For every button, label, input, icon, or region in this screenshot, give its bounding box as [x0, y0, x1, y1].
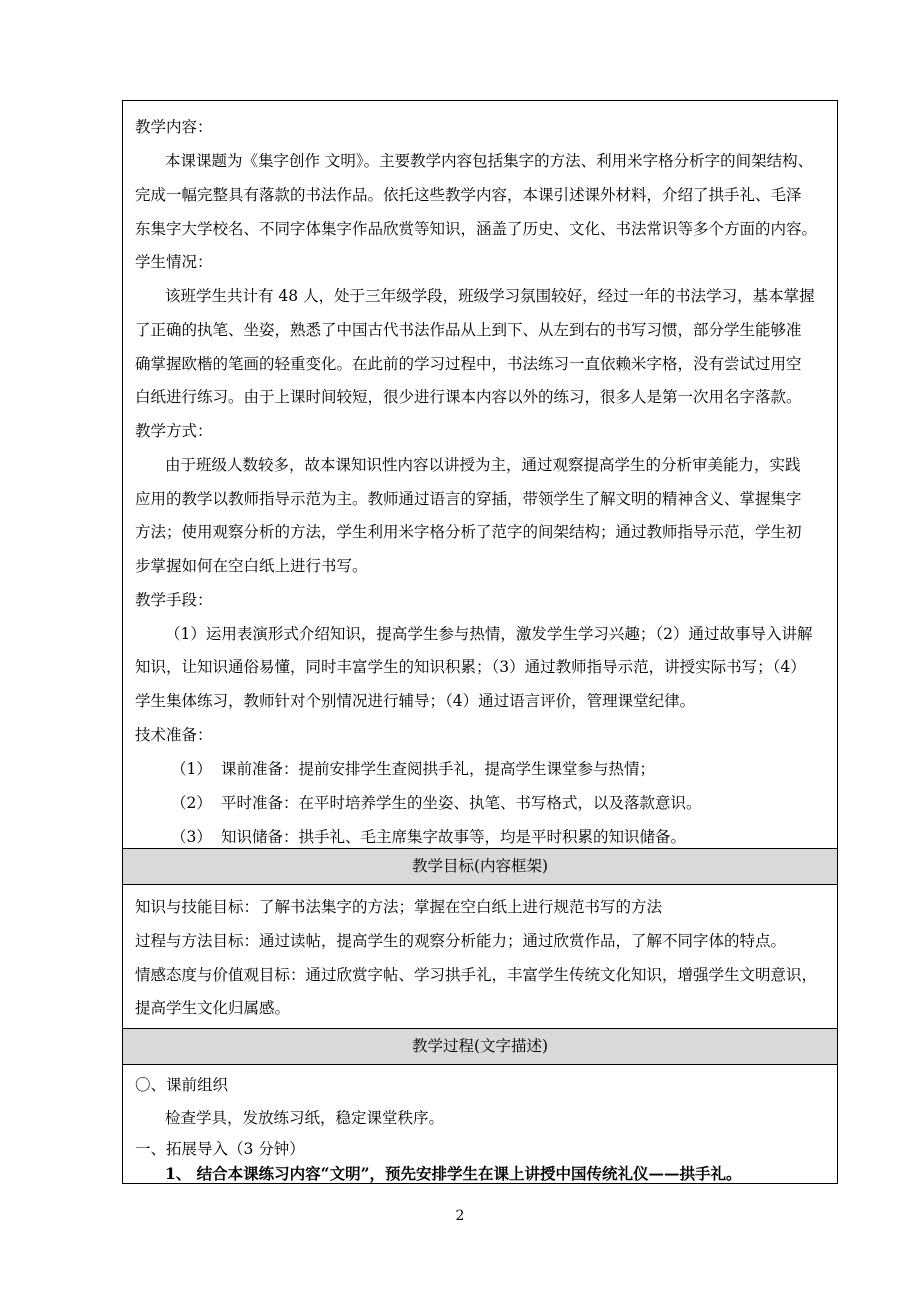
page-number: 2 — [455, 1208, 465, 1224]
process-pre-text: 检查学具，发放练习纸，稳定课堂秩序。 — [165, 1109, 445, 1127]
tech-item-number: （1） — [171, 760, 212, 778]
method-line: 应用的教学以教师指导示范为主。教师通过语言的穿插，带领学生了解文明的精神含义、掌握集字 — [135, 490, 802, 508]
goals-band-title: 教学目标(内容框架) — [123, 848, 837, 885]
section-heading-tech: 技术准备： — [135, 726, 213, 744]
process-intro-item: 1、 结合本课练习内容“文明”，预先安排学生在课上讲授中国传统礼仪——拱手礼。 — [165, 1164, 742, 1183]
document-table — [122, 100, 838, 1184]
means-line: 学生集体练习，教师针对个别情况进行辅导；（4）通过语言评价，管理课堂纪律。 — [135, 692, 696, 710]
content-line: 东集字大学校名、不同字体集字作品欣赏等知识，涵盖了历史、文化、书法常识等多个方面的内容。 — [135, 220, 818, 238]
tech-item-number: （3） — [171, 828, 212, 846]
process-pre-title: 〇、课前组织 — [135, 1076, 229, 1094]
method-line: 由于班级人数较多，故本课知识性内容以讲授为主，通过观察提高学生的分析审美能力，实践 — [165, 456, 801, 474]
goals-line: 情感态度与价值观目标：通过欣赏字帖、学习拱手礼，丰富学生传统文化知识，增强学生文明意识， — [135, 966, 818, 984]
tech-item-number: （2） — [171, 794, 212, 812]
goals-line: 知识与技能目标：了解书法集字的方法；掌握在空白纸上进行规范书写的方法 — [135, 898, 663, 916]
content-line: 本课课题为《集字创作 文明》。主要教学内容包括集字的方法、利用米字格分析字的间架结构、 — [165, 152, 814, 170]
section-heading-means: 教学手段： — [135, 591, 213, 609]
students-line: 白纸进行练习。由于上课时间较短，很少进行课本内容以外的练习，很多人是第一次用名字落款。 — [135, 388, 802, 406]
section-heading-students: 学生情况： — [135, 253, 213, 271]
content-line: 完成一幅完整具有落款的书法作品。依托这些教学内容，本课引述课外材料，介绍了拱手礼、毛泽 — [135, 186, 802, 204]
tech-item-text: 平时准备：在平时培养学生的坐姿、执笔、书写格式，以及落款意识。 — [221, 794, 702, 812]
method-line: 步掌握如何在空白纸上进行书写。 — [135, 557, 368, 575]
means-line: 知识，让知识通俗易懂，同时丰富学生的知识积累；（3）通过教师指导示范，讲授实际书写；（4） — [135, 658, 806, 676]
tech-item-text: 知识储备：拱手礼、毛主席集字故事等，均是平时积累的知识储备。 — [221, 828, 687, 846]
means-line: （1）运用表演形式介绍知识，提高学生参与热情，激发学生学习兴趣；（2）通过故事导入讲解 — [165, 625, 813, 643]
goals-line: 提高学生文化归属感。 — [135, 999, 291, 1017]
students-line: 了正确的执笔、坐姿，熟悉了中国古代书法作品从上到下、从左到右的书写习惯，部分学生能够准 — [135, 321, 802, 339]
tech-item-text: 课前准备：提前安排学生查阅拱手礼，提高学生课堂参与热情； — [221, 760, 656, 778]
process-band-title: 教学过程(文字描述) — [123, 1028, 837, 1065]
section-heading-method: 教学方式： — [135, 422, 213, 440]
students-line: 确掌握欧楷的笔画的轻重变化。在此前的学习过程中，书法练习一直依赖米字格，没有尝试过用空 — [135, 355, 802, 373]
process-intro-title: 一、拓展导入（3 分钟） — [135, 1140, 305, 1158]
section-heading-content: 教学内容： — [135, 118, 213, 136]
method-line: 方法；使用观察分析的方法，学生利用米字格分析了范字的间架结构；通过教师指导示范，学生初 — [135, 523, 802, 541]
students-line: 该班学生共计有 48 人，处于三年级学段，班级学习氛围较好，经过一年的书法学习，基本掌握 — [165, 287, 815, 305]
goals-line: 过程与方法目标：通过读帖，提高学生的观察分析能力；通过欣赏作品，了解不同字体的特点。 — [135, 932, 787, 950]
